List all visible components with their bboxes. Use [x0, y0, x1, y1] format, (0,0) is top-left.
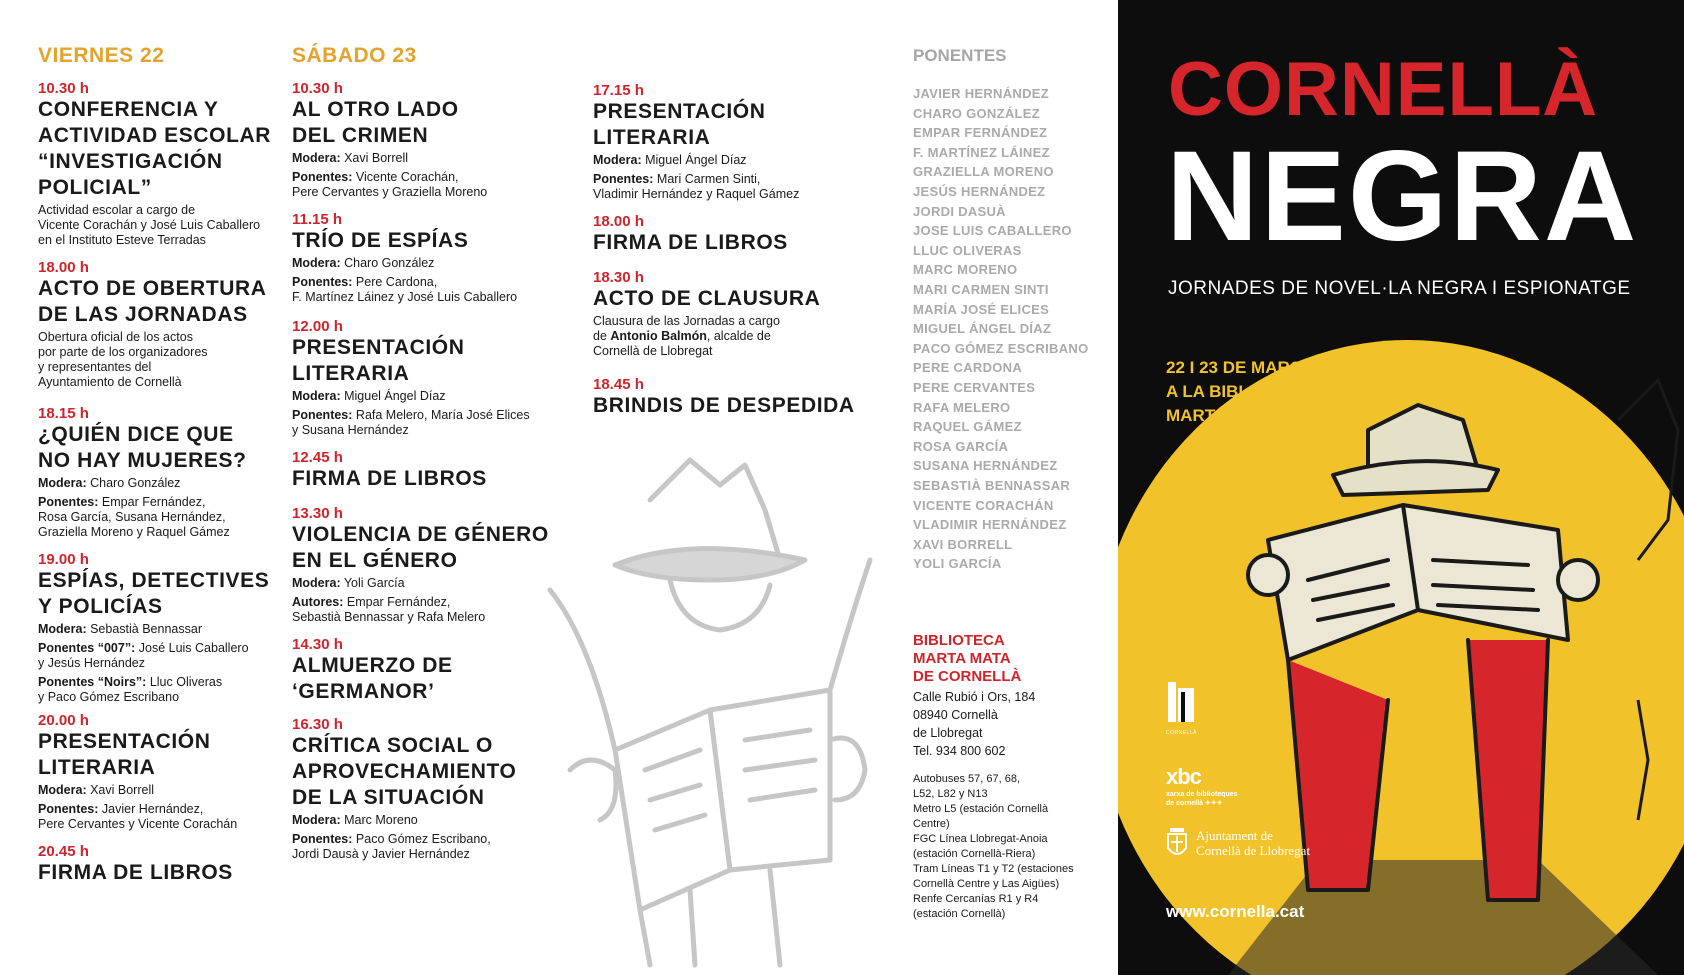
event-time: 18.00 h — [593, 213, 644, 230]
venue-transport-line: Metro L5 (estación Cornellà — [913, 803, 1049, 815]
event-title-line: FIRMA DE LIBROS — [292, 467, 487, 490]
ponente-name: ROSA GARCÍA — [913, 438, 1009, 454]
venue-transport-line: FGC Línea Llobregat-Anoia — [913, 833, 1048, 845]
event-detail-line: Modera: Charo González — [292, 256, 435, 270]
event-detail-line: Modera: Xavi Borrell — [292, 151, 409, 165]
schedule-event — [593, 82, 863, 202]
schedule-event — [292, 505, 562, 625]
event-title — [292, 335, 562, 387]
ponente-name: GRAZIELLA MORENO — [913, 164, 1054, 180]
event-details — [38, 330, 308, 390]
event-detail-line: y Susana Hernández — [292, 423, 409, 437]
venue-address-line: Tel. 934 800 602 — [913, 744, 1006, 758]
ajuntament-logo — [1166, 826, 1310, 860]
ponente-name: JORDI DASUÀ — [913, 203, 1006, 219]
xbc-sub-line: xarxa de biblioteques — [1166, 791, 1238, 798]
event-title — [38, 422, 308, 474]
event-title — [593, 230, 863, 256]
schedule-event — [292, 80, 562, 200]
event-title-line: DEL CRIMEN — [292, 124, 429, 147]
event-title-line: “INVESTIGACIÓN — [38, 150, 223, 173]
event-detail-line: Ponentes “007”: José Luis Caballero — [38, 641, 249, 655]
venue-transport-line: Tram Líneas T1 y T2 (estaciones — [913, 863, 1074, 875]
event-details — [292, 151, 562, 200]
event-detail-line: F. Martínez Láinez y José Luis Caballero — [292, 290, 518, 304]
event-title — [593, 286, 863, 312]
event-title-line: BRINDIS DE DESPEDIDA — [593, 394, 855, 417]
event-detail-line: Cornellà de Llobregat — [593, 344, 713, 358]
event-title-line: ALMUERZO DE — [292, 654, 453, 677]
event-detail-line: y Jesús Hernández — [38, 656, 146, 670]
schedule-event — [292, 318, 562, 438]
venue-transport — [913, 772, 1113, 922]
event-detail-line: Vicente Corachán y José Luis Caballero — [38, 218, 261, 232]
event-detail-line: Pere Cervantes y Graziella Moreno — [292, 185, 488, 199]
event-title — [292, 653, 562, 705]
ponente-name: JAVIER HERNÁNDEZ — [913, 86, 1050, 101]
xbc-logo-sub — [1166, 790, 1238, 808]
event-time: 19.00 h — [38, 551, 89, 568]
venue-name-line: BIBLIOTECA — [913, 632, 1005, 649]
event-title-line: PRESENTACIÓN — [292, 336, 465, 359]
ponente-name: MARI CARMEN SINTI — [913, 282, 1049, 297]
event-detail-line: Ponentes: Pere Cardona, — [292, 275, 438, 289]
venue-transport-line: Cornellà Centre y Las Aigües) — [913, 878, 1060, 890]
venue-address-line: de Llobregat — [913, 726, 983, 740]
venue-address-line: 08940 Cornellà — [913, 708, 998, 722]
day-heading: VIERNES 22 — [38, 44, 165, 67]
event-title — [38, 97, 308, 201]
event-detail-line: Ponentes: Empar Fernández, — [38, 495, 206, 509]
schedule-event — [292, 716, 562, 862]
ponente-name: PERE CARDONA — [913, 360, 1023, 376]
schedule-event — [292, 449, 562, 492]
event-time: 18.00 h — [38, 259, 89, 276]
poster-date-line: 22 I 23 DE MARÇ — [1166, 358, 1303, 377]
event-time: 12.00 h — [292, 318, 343, 335]
venue-transport-line: Renfe Cercanías R1 y R4 — [913, 893, 1039, 905]
event-detail-line: y representantes del — [38, 360, 152, 374]
event-time: 18.45 h — [593, 376, 644, 393]
event-details — [292, 389, 562, 438]
xbc-logo-mark: xbc — [1166, 764, 1201, 789]
event-title-line: PRESENTACIÓN — [593, 100, 766, 123]
event-title-line: TRÍO DE ESPÍAS — [292, 229, 469, 252]
schedule-event — [38, 80, 308, 248]
event-detail-line: Modera: Yoli García — [292, 576, 405, 590]
ponente-name: MIGUEL ÁNGEL DÍAZ — [913, 321, 1052, 337]
event-title-line: LITERARIA — [593, 126, 711, 149]
event-detail-line: Graziella Moreno y Raquel Gámez — [38, 525, 230, 539]
ajuntament-line: Ajuntament de — [1196, 828, 1273, 843]
event-detail-line: Vladimir Hernández y Raquel Gámez — [593, 187, 800, 201]
event-title — [292, 228, 562, 254]
venue-name-line: MARTA MATA — [913, 650, 1011, 667]
ponente-name: RAQUEL GÁMEZ — [913, 419, 1022, 435]
event-title-line: ACTO DE OBERTURA — [38, 277, 267, 300]
ponente-name: F. MARTÍNEZ LÁINEZ — [913, 144, 1050, 160]
event-detail-line: Ponentes: Rafa Melero, María José Elices — [292, 408, 530, 422]
event-title-line: EN EL GÉNERO — [292, 549, 458, 572]
event-detail-line: Autores: Empar Fernández, — [292, 595, 451, 609]
event-detail-line: Modera: Marc Moreno — [292, 813, 418, 827]
event-time: 10.30 h — [292, 80, 343, 97]
ponente-name: JESÚS HERNÁNDEZ — [913, 184, 1046, 199]
sketch-illustration — [530, 440, 910, 970]
schedule-event — [38, 259, 308, 390]
event-time: 16.30 h — [292, 716, 343, 733]
event-title-line: ACTO DE CLAUSURA — [593, 287, 821, 310]
event-time: 18.30 h — [593, 269, 644, 286]
event-time: 14.30 h — [292, 636, 343, 653]
xbc-sub-line: de cornellà ✦✦✦ — [1166, 800, 1223, 807]
event-details — [292, 813, 562, 862]
event-details — [292, 256, 562, 305]
ponente-name: CHARO GONZÁLEZ — [913, 105, 1040, 121]
event-details — [593, 314, 863, 359]
event-time: 18.15 h — [38, 405, 89, 422]
schedule-event — [292, 211, 562, 305]
event-detail-line: Clausura de las Jornadas a cargo — [593, 314, 780, 328]
poster-title-bottom: NEGRA — [1166, 125, 1639, 268]
venue-transport-line: Centre) — [913, 818, 950, 830]
event-title — [38, 276, 308, 328]
event-time: 20.00 h — [38, 712, 89, 729]
venue-address-line: Calle Rubió i Ors, 184 — [913, 690, 1036, 704]
day-heading: SÁBADO 23 — [292, 44, 417, 67]
event-detail-line: Modera: Sebastià Bennassar — [38, 622, 202, 636]
saturday-column — [292, 44, 562, 861]
event-details — [292, 576, 562, 625]
event-detail-line: de Antonio Balmón, alcalde de — [593, 329, 771, 343]
event-title — [292, 522, 562, 574]
event-title — [38, 729, 308, 781]
event-title — [292, 733, 562, 811]
event-detail-line: Ponentes: Mari Carmen Sinti, — [593, 172, 761, 186]
venue-transport-line: L52, L82 y N13 — [913, 788, 988, 800]
event-detail-line: Modera: Charo González — [38, 476, 181, 490]
poster-subtitle: JORNADES DE NOVEL·LA NEGRA I ESPIONATGE — [1168, 278, 1631, 299]
event-title — [38, 568, 308, 620]
venue-name — [913, 632, 1113, 686]
event-title-line: AL OTRO LADO — [292, 98, 459, 121]
event-time: 17.15 h — [593, 82, 644, 99]
event-details — [38, 783, 308, 832]
ponente-name: SUSANA HERNÁNDEZ — [913, 458, 1058, 474]
poster-dates — [1166, 356, 1313, 428]
event-detail-line: Actividad escolar a cargo de — [38, 203, 196, 217]
ponente-name: LLUC OLIVERAS — [913, 242, 1022, 258]
event-title-line: NO HAY MUJERES? — [38, 449, 247, 472]
friday-column — [38, 44, 288, 884]
event-title-line: LITERARIA — [38, 756, 156, 779]
event-title-line: ESPÍAS, DETECTIVES — [38, 569, 270, 592]
schedule-event — [593, 376, 863, 419]
poster-date-line: MARTA MATA — [1166, 406, 1277, 425]
event-detail-line: Ponentes: Vicente Corachán, — [292, 170, 459, 184]
event-title-line: FIRMA DE LIBROS — [38, 861, 233, 884]
event-title — [292, 97, 562, 149]
event-title — [593, 99, 863, 151]
event-title — [593, 393, 863, 419]
event-time: 20.45 h — [38, 843, 89, 860]
ponente-name: PERE CERVANTES — [913, 380, 1036, 395]
event-title-line: APROVECHAMIENTO — [292, 760, 517, 783]
event-title — [292, 466, 562, 492]
event-title — [38, 860, 308, 886]
event-detail-line: Modera: Miguel Ángel Díaz — [292, 389, 446, 403]
xbc-logo — [1166, 764, 1238, 808]
event-detail-line: Modera: Xavi Borrell — [38, 783, 155, 797]
website-link[interactable]: www.cornella.cat — [1166, 902, 1305, 921]
ponente-name: XAVI BORRELL — [913, 536, 1013, 552]
event-title-line: CONFERENCIA Y — [38, 98, 219, 121]
schedule-event — [38, 551, 308, 705]
ajuntament-text — [1196, 828, 1310, 858]
cornella-logo — [1166, 680, 1197, 736]
ponente-name: VICENTE CORACHÁN — [913, 497, 1054, 513]
event-detail-line: por parte de los organizadores — [38, 345, 208, 359]
ponente-name: JOSE LUIS CABALLERO — [913, 223, 1072, 239]
event-time: 13.30 h — [292, 505, 343, 522]
poster-date-line: A LA BIBLIOTECA — [1166, 382, 1314, 401]
event-detail-line: Modera: Miguel Ángel Díaz — [593, 153, 747, 167]
event-detail-line: Sebastià Bennassar y Rafa Melero — [292, 610, 486, 624]
ponentes-heading: PONENTES — [913, 46, 1007, 65]
schedule-event — [38, 712, 308, 832]
event-title-line: ¿QUIÉN DICE QUE — [38, 423, 234, 446]
event-detail-line: y Paco Gómez Escribano — [38, 690, 180, 704]
ponente-name: SEBASTIÀ BENNASSAR — [913, 478, 1071, 493]
event-title-line: FIRMA DE LIBROS — [593, 231, 788, 254]
event-detail-line: Pere Cervantes y Vicente Corachán — [38, 817, 238, 831]
event-detail-line: Ponentes: Javier Hernández, — [38, 802, 204, 816]
venue-address — [913, 688, 1113, 760]
event-details — [38, 203, 308, 248]
schedule-event — [38, 843, 308, 886]
cornella-building-icon — [1166, 680, 1196, 724]
poster-title-top: CORNELLÀ — [1168, 47, 1599, 132]
event-details — [38, 476, 308, 540]
event-details — [38, 622, 308, 705]
ponente-name: YOLI GARCÍA — [913, 556, 1002, 572]
schedule-event — [593, 213, 863, 256]
venue-block — [913, 632, 1113, 922]
event-detail-line: Ayuntamiento de Cornellà — [38, 375, 182, 389]
poster-panel — [1118, 0, 1684, 975]
ponente-name: VLADIMIR HERNÁNDEZ — [913, 517, 1067, 533]
ajuntament-line: Cornellà de Llobregat — [1196, 843, 1311, 858]
event-detail-line: Ponentes “Noirs”: Lluc Oliveras — [38, 675, 223, 689]
event-time: 12.45 h — [292, 449, 343, 466]
schedule-event — [593, 269, 863, 359]
event-title-line: POLICIAL” — [38, 176, 152, 199]
schedule-event — [292, 636, 562, 705]
event-title-line: LITERARIA — [292, 362, 410, 385]
coat-of-arms-icon — [1166, 826, 1188, 860]
venue-transport-line: (estación Cornellà) — [913, 908, 1006, 920]
event-detail-line: Ponentes: Paco Gómez Escribano, — [292, 832, 491, 846]
event-time: 10.30 h — [38, 80, 89, 97]
event-title-line: DE LA SITUACIÓN — [292, 786, 485, 809]
event-title-line: ‘GERMANOR’ — [292, 680, 435, 703]
event-title-line: Y POLICÍAS — [38, 595, 163, 618]
event-title-line: ACTIVIDAD ESCOLAR — [38, 124, 272, 147]
event-title-line: PRESENTACIÓN — [38, 730, 211, 753]
venue-name-line: DE CORNELLÀ — [913, 668, 1022, 685]
event-title-line: DE LAS JORNADAS — [38, 303, 248, 326]
ponente-name: EMPAR FERNÁNDEZ — [913, 125, 1048, 141]
event-details — [593, 153, 863, 202]
ponente-name: MARÍA JOSÉ ELICES — [913, 301, 1050, 317]
venue-transport-line: (estación Cornellà-Riera) — [913, 848, 1036, 860]
schedule-event — [38, 405, 308, 540]
event-title-line: VIOLENCIA DE GÉNERO — [292, 523, 549, 546]
cornella-logo-text: CORNELLÀ — [1166, 730, 1197, 736]
ponente-name: RAFA MELERO — [913, 399, 1011, 415]
event-time: 11.15 h — [292, 211, 343, 228]
event-detail-line: Obertura oficial de los actos — [38, 330, 193, 344]
ponentes-column — [913, 46, 1113, 572]
event-detail-line: Rosa García, Susana Hernández, — [38, 510, 226, 524]
venue-transport-line: Autobuses 57, 67, 68, — [913, 773, 1021, 785]
ponente-name: MARC MORENO — [913, 262, 1018, 278]
event-detail-line: Jordi Dausà y Javier Hernández — [292, 847, 470, 861]
event-detail-line: en el Instituto Esteve Terradas — [38, 233, 206, 247]
ponente-name: PACO GÓMEZ ESCRIBANO — [913, 340, 1089, 356]
event-title-line: CRÍTICA SOCIAL O — [292, 734, 493, 757]
